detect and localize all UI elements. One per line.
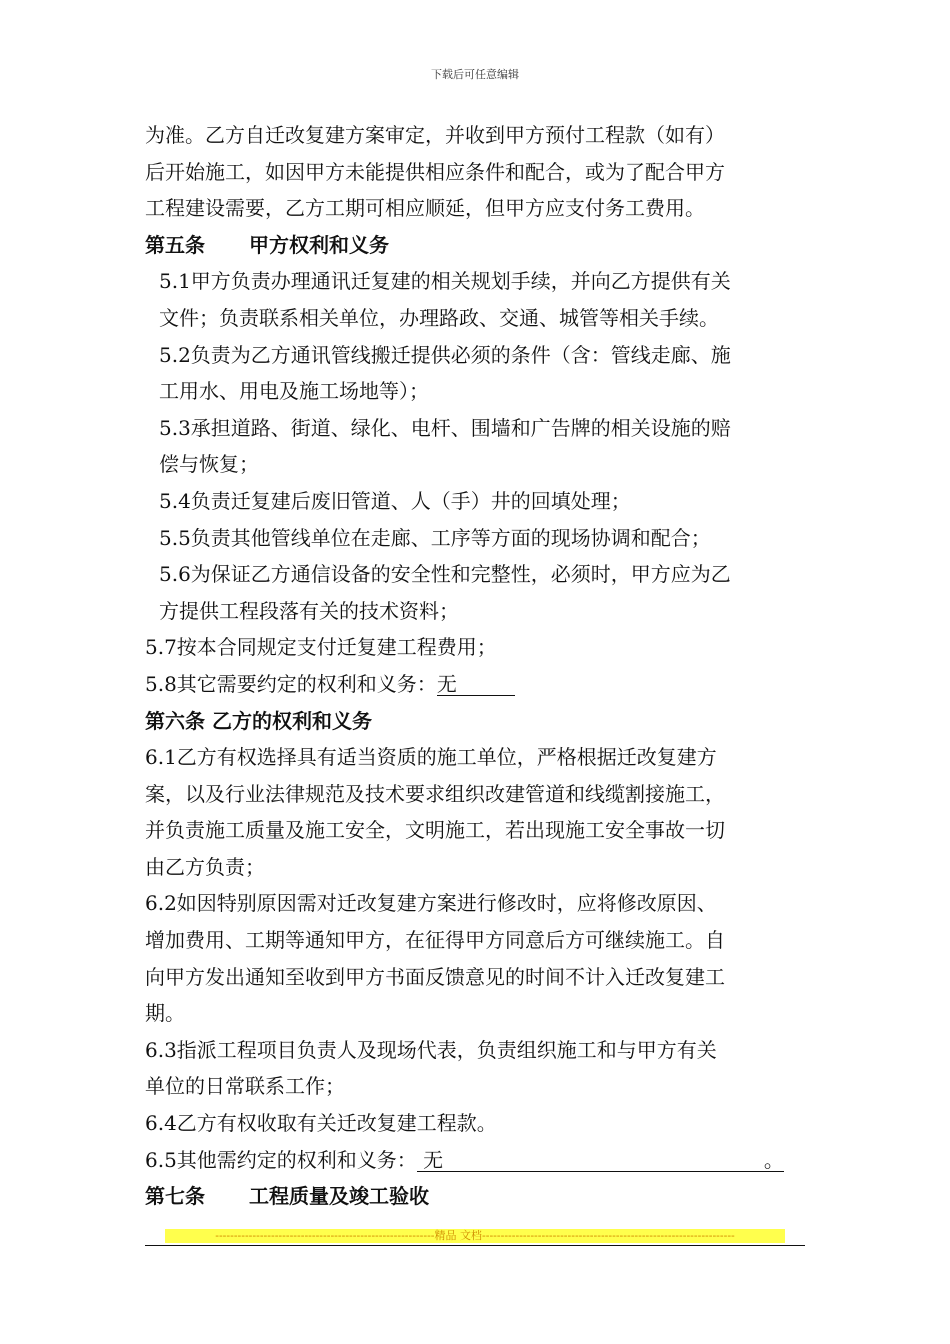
- footer-watermark: -----------------------------------------------------------精品 文档--------------------------------------------------------------------: [165, 1229, 785, 1243]
- article-5-number: 第五条: [145, 232, 205, 257]
- article-5-heading: [145, 227, 815, 264]
- clause-line: 5.5负责其他管线单位在走廊、工序等方面的现场协调和配合；: [159, 525, 711, 550]
- clause-6-5-value: 无: [423, 1147, 444, 1172]
- clause-line: 工用水、用电及施工场地等）；: [159, 379, 429, 404]
- footer-divider: [145, 1245, 805, 1246]
- clause-line: 单位的日常联系工作；: [145, 1074, 345, 1099]
- paragraph-line: 为准。乙方自迁改复建方案审定，并收到甲方预付工程款（如有）: [145, 123, 725, 147]
- clause-line: 6.3指派工程项目负责人及现场代表，负责组织施工和与甲方有关: [145, 1037, 717, 1062]
- clause-line: 5.3承担道路、街道、绿化、电杆、围墙和广告牌的相关设施的赔: [159, 415, 731, 440]
- clause-6-5-label: 6.5其他需约定的权利和义务：: [145, 1147, 417, 1172]
- clause-line: 偿与恢复；: [159, 452, 259, 477]
- clause-6-5: [145, 1142, 815, 1179]
- clause-6-5-period: 。: [763, 1147, 784, 1172]
- clause-5-8: [145, 666, 815, 703]
- clause-line: 向甲方发出通知至收到甲方书面反馈意见的时间不计入迁改复建工: [145, 964, 725, 989]
- clause-line: 5.6为保证乙方通信设备的安全性和完整性，必须时，甲方应为乙: [159, 562, 731, 587]
- clause-line: 文件；负责联系相关单位，办理路政、交通、城管等相关手续。: [159, 305, 719, 330]
- clause-line: 5.4负责迁复建后废旧管道、人（手）井的回填处理；: [159, 488, 631, 513]
- clause-line: 期。: [145, 1001, 185, 1026]
- clause-line: 6.4乙方有权收取有关迁改复建工程款。: [145, 1111, 497, 1136]
- clause-line: 方提供工程段落有关的技术资料；: [159, 598, 459, 623]
- clause-line: 案，以及行业法律规范及技术要求组织改建管道和线缆割接施工，: [145, 781, 725, 806]
- clause-5-7: 5.7按本合同规定支付迁复建工程费用；: [145, 635, 497, 660]
- article-5-title: 甲方权利和义务: [249, 232, 389, 257]
- clause-5-8-value: 无: [437, 673, 515, 696]
- clause-line: 5.2负责为乙方通讯管线搬迁提供必须的条件（含：管线走廊、施: [159, 342, 731, 367]
- clause-line: 6.2如因特别原因需对迁改复建方案进行修改时，应将修改原因、: [145, 891, 717, 916]
- clause-line: 增加费用、工期等通知甲方，在征得甲方同意后方可继续施工。自: [145, 928, 725, 953]
- article-7-title: 工程质量及竣工验收: [249, 1184, 429, 1209]
- paragraph-line: 后开始施工，如因甲方未能提供相应条件和配合，或为了配合甲方: [145, 159, 725, 184]
- document-body: [145, 117, 815, 1215]
- clause-5-8-label: 5.8其它需要约定的权利和义务：: [145, 671, 437, 696]
- clause-line: 6.1乙方有权选择具有适当资质的施工单位，严格根据迁改复建方: [145, 745, 717, 770]
- article-7-number: 第七条: [145, 1184, 205, 1209]
- clause-line: 5.1甲方负责办理通讯迁复建的相关规划手续，并向乙方提供有关: [159, 269, 731, 294]
- page-header: 下载后可任意编辑: [431, 68, 519, 81]
- clause-6-5-field: [417, 1149, 784, 1172]
- article-7-heading: [145, 1178, 815, 1215]
- article-6-heading: 第六条 乙方的权利和义务: [145, 708, 372, 733]
- paragraph-line: 工程建设需要，乙方工期可相应顺延，但甲方应支付务工费用。: [145, 196, 705, 221]
- clause-line: 由乙方负责；: [145, 854, 265, 879]
- clause-line: 并负责施工质量及施工安全，文明施工，若出现施工安全事故一切: [145, 818, 725, 843]
